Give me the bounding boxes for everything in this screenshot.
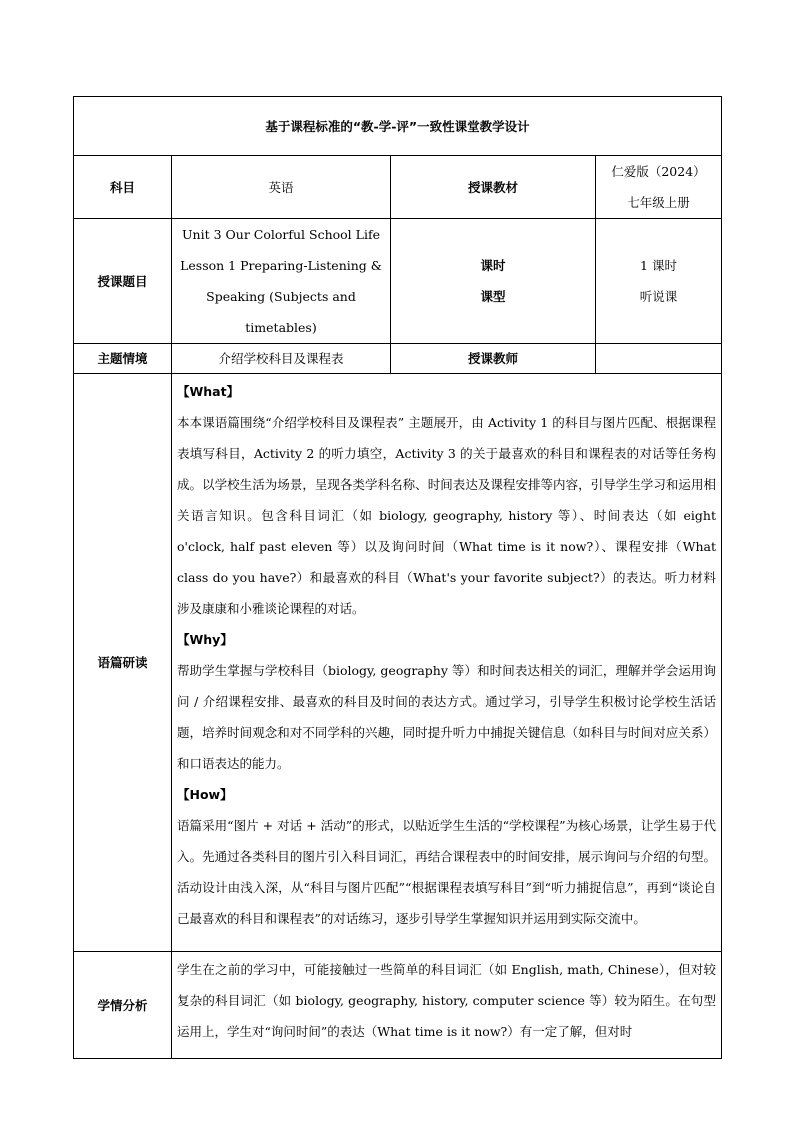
period-label: 课时	[480, 258, 506, 273]
textbook-value	[596, 156, 722, 219]
subject-row	[74, 156, 722, 219]
what-heading: 【What】	[177, 384, 240, 399]
analysis-label: 语篇研读	[74, 374, 172, 952]
textbook-line: 仁爱版（2024）	[611, 164, 706, 179]
textbook-label: 授课教材	[391, 156, 596, 219]
document-title: 基于课程标准的“教-学-评”一致性课堂教学设计	[74, 97, 722, 156]
lesson-type-label: 课型	[480, 289, 506, 304]
topic-row	[74, 219, 722, 344]
topic-line: Lesson 1 Preparing-Listening &	[180, 258, 382, 273]
title-row	[74, 97, 722, 156]
period-value: 1 课时	[640, 258, 677, 273]
learners-paragraph: 学生在之前的学习中，可能接触过一些简单的科目词汇（如 English, math, Chinese），但对较复杂的科目词汇（如 biology, geography, history, computer science 等）较为陌生。在句型运用上，学生对“询问时间”的表达（What time is it now?）有一定了解，但对时	[177, 962, 716, 1039]
learners-content	[172, 952, 722, 1059]
why-heading: 【Why】	[177, 632, 233, 647]
subject-value: 英语	[172, 156, 391, 219]
lesson-plan-table	[73, 96, 722, 1059]
topic-value	[172, 219, 391, 344]
lesson-type-value: 听说课	[639, 289, 678, 304]
textbook-line: 七年级上册	[627, 195, 690, 210]
context-value: 介绍学校科目及课程表	[172, 344, 391, 374]
period-type-value	[596, 219, 722, 344]
teacher-label: 授课教师	[391, 344, 596, 374]
learners-label: 学情分析	[74, 952, 172, 1059]
learners-row	[74, 952, 722, 1059]
context-row	[74, 344, 722, 374]
analysis-row	[74, 374, 722, 952]
how-paragraph: 语篇采用“图片 + 对话 + 活动”的形式，以贴近学生生活的“学校课程”为核心场景，让学生易于代入。先通过各类科目的图片引入科目词汇，再结合课程表中的时间安排，展示询问与介绍的句型。活动设计由浅入深，从“科目与图片匹配”“根据课程表填写科目”到“听力捕捉信息”，再到“谈论自己最喜欢的科目和课程表”的对话练习，逐步引导学生掌握知识并运用到实际交流中。	[177, 818, 716, 926]
subject-label: 科目	[74, 156, 172, 219]
context-label: 主题情境	[74, 344, 172, 374]
topic-line: Unit 3 Our Colorful School Life	[182, 227, 380, 242]
topic-line: Speaking (Subjects and timetables)	[206, 289, 356, 335]
what-paragraph: 本本课语篇围绕“介绍学校科目及课程表” 主题展开，由 Activity 1 的科目与图片匹配、根据课程表填写科目，Activity 2 的听力填空，Activity 3 的关于最喜欢的科目和课程表的对话等任务构成。以学校生活为场景，呈现各类学科名称、时间表达及课程安排等内容，引导学生学习和运用相关语言知识。包含科目词汇（如 biology, geography, history 等）、时间表达（如 eight o'clock, half past eleven 等）以及询问时间（What time is it now?）、课程安排（What class do you have?）和最喜欢的科目（What's your favorite subject?）的表达。听力材料涉及康康和小雅谈论课程的对话。	[177, 415, 716, 616]
how-heading: 【How】	[177, 787, 233, 802]
topic-label: 授课题目	[74, 219, 172, 344]
teacher-value	[596, 344, 722, 374]
analysis-content	[172, 374, 722, 952]
why-paragraph: 帮助学生掌握与学校科目（biology, geography 等）和时间表达相关的词汇，理解并学会运用询问 / 介绍课程安排、最喜欢的科目及时间的表达方式。通过学习，引导学生积极讨论学校生活话题，培养时间观念和对不同学科的兴趣，同时提升听力中捕捉关键信息（如科目与时间对应关系）和口语表达的能力。	[177, 663, 716, 771]
learners-clip	[177, 954, 716, 1054]
period-type-label	[391, 219, 596, 344]
